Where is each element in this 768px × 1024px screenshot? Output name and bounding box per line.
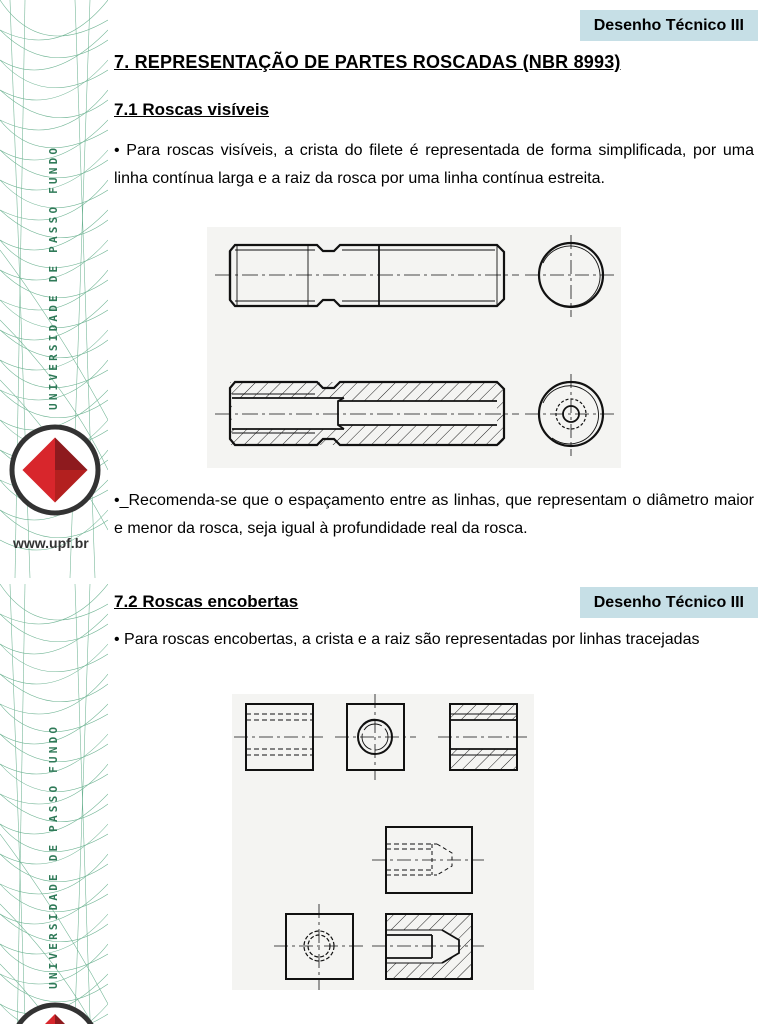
- course-badge-2: Desenho Técnico III: [580, 587, 758, 618]
- sidebar-university-name: UNIVERSIDADE DE PASSO FUNDO: [47, 144, 60, 410]
- university-sidebar: [0, 0, 108, 578]
- section-heading: 7.1 Roscas visíveis: [114, 100, 270, 119]
- chapter-title: 7. REPRESENTAÇÃO DE PARTES ROSCADAS (NBR 8993): [114, 52, 621, 72]
- university-sidebar-2: [0, 584, 108, 1024]
- paragraph-visible-threads: • Para roscas visíveis, a crista do filete é representada de forma simplificada, por uma linha contínua larga e a raiz da rosca por uma linha contínua estreita.: [114, 142, 754, 187]
- upf-logo-icon: [7, 422, 103, 518]
- slide-roscas-encobertas: [0, 584, 768, 1024]
- hidden-threads-drawing: [232, 694, 534, 990]
- paragraph-hidden-threads: • Para roscas encobertas, a crista e a raiz são representadas por linhas tracejadas: [114, 631, 700, 648]
- visible-threads-drawing: [207, 227, 621, 468]
- upf-logo-icon-2: [7, 1000, 103, 1024]
- section-heading-2: 7.2 Roscas encobertas: [114, 592, 299, 611]
- sidebar-university-name-2: UNIVERSIDADE DE PASSO FUNDO: [47, 723, 60, 989]
- paragraph-thread-spacing: •_Recomenda-se que o espaçamento entre as linhas, que representam o diâmetro maior e menor da rosca, seja igual à profundidade real da rosca.: [114, 492, 754, 537]
- university-url: www.upf.br: [13, 535, 89, 551]
- course-badge: Desenho Técnico III: [580, 10, 758, 41]
